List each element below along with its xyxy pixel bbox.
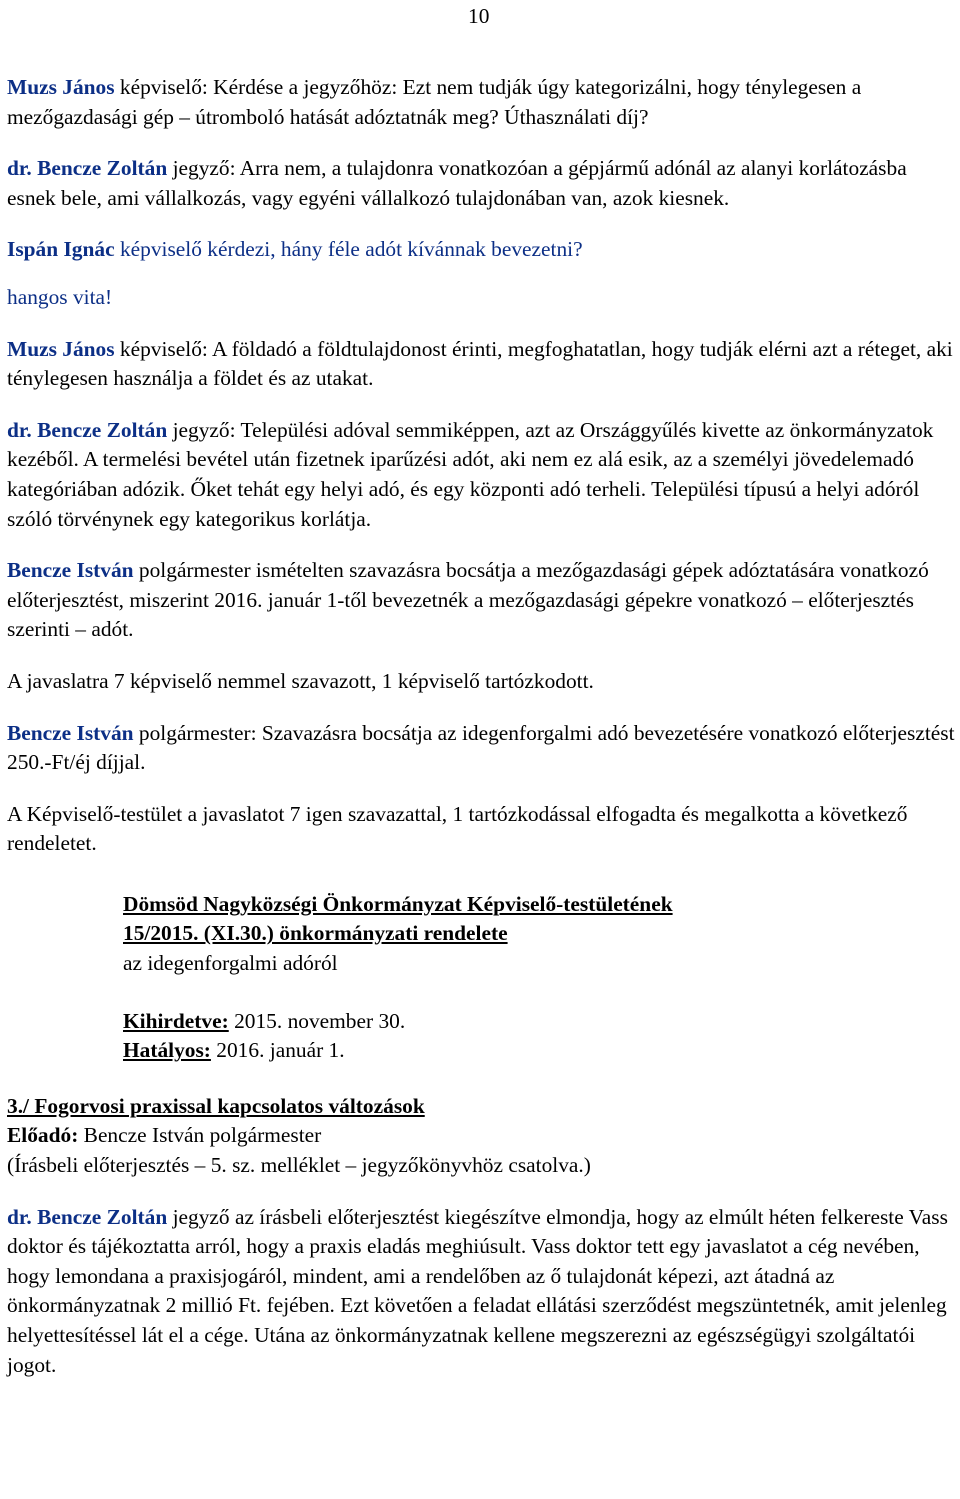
paragraph-bencze-zoltan-reply <box>7 416 959 534</box>
decree-effective <box>123 1036 959 1066</box>
paragraph-text: A Képviselő-testület a javaslatot 7 igen szavazattal, 1 tartózkodással elfogadta és megalkotta a következő rendeletet. <box>7 801 908 856</box>
speaker-name: Bencze István <box>7 558 134 583</box>
paragraph-vote-result <box>7 667 959 697</box>
decree-promulgated <box>123 1007 959 1037</box>
effective-value: 2016. január 1. <box>210 1038 345 1063</box>
page-number: 10 <box>468 4 490 28</box>
section-heading-text: 3./ Fogorvosi praxissal kapcsolatos változások <box>7 1093 425 1118</box>
section-presenter <box>7 1121 959 1151</box>
speaker-name: dr. Bencze Zoltán <box>7 156 168 181</box>
section-note: (Írásbeli előterjesztés – 5. sz. melléklet – jegyzőkönyvhöz csatolva.) <box>7 1153 591 1178</box>
paragraph-text: jegyző az írásbeli előterjesztést kiegészítve elmondja, hogy az elmúlt héten felkereste Vass doktor és tájékoztatta arról, hogy a praxis eladás meghiúsult. Vass doktor tett egy javaslatot a cég nevében, hogy lemondana a praxisjogáról, mindent, ami a rendelőben az ő tulajdonát képezi, azt átadná az önkormányzatnak 2 millió Ft. fejében. Ezt követően a feladat ellátási szerződést megszüntetnék, amit jelenleg helyettesítéssel lát el a cége. Utána az önkormányzatnak kellene megszerezni az egészségügyi szolgáltatói jogot. <box>7 1204 948 1377</box>
speaker-name: Bencze István <box>7 720 134 745</box>
document-body <box>7 73 959 1380</box>
decree-block <box>123 890 959 1066</box>
paragraph-text: képviselő kérdezi, hány féle adót kívánnak bevezetni? <box>114 237 583 262</box>
speaker-name: Muzs János <box>7 75 115 99</box>
paragraph-text: képviselő: Kérdése a jegyzőhöz: Ezt nem tudják úgy kategorizálni, hogy ténylegesen a mezőgazdasági gép – útromboló hatását adóztatnák meg? Úthasználati díj? <box>7 75 862 129</box>
paragraph-hangos-vita <box>7 283 959 313</box>
paragraph-text: polgármester ismételten szavazásra bocsátja a mezőgazdasági gépek adóztatására vonatkozó előterjesztést, miszerint 2016. január 1-től bevezetnék a mezőgazdasági gépekre vonatkozó – előterjesztés szerinti – adót. <box>7 558 929 642</box>
decree-subject: az idegenforgalmi adóról <box>123 951 338 976</box>
paragraph-dental-practice <box>7 1203 959 1381</box>
paragraph-muzs-question <box>7 73 959 132</box>
paragraph-muzs-comment <box>7 335 959 394</box>
speaker-name: dr. Bencze Zoltán <box>7 417 168 442</box>
paragraph-text: képviselő: A földadó a földtulajdonost érinti, megfoghatatlan, hogy tudják elérni azt a réteget, aki ténylegesen használja a földet és az utakat. <box>7 336 953 391</box>
paragraph-text: polgármester: Szavazásra bocsátja az idegenforgalmi adó bevezetésére vonatkozó előterjesztést 250.-Ft/éj díjjal. <box>7 720 955 775</box>
promulgated-value: 2015. november 30. <box>228 1008 406 1033</box>
section-heading <box>7 1092 959 1122</box>
speaker-name: dr. Bencze Zoltán <box>7 1204 168 1229</box>
decree-number: 15/2015. (XI.30.) önkormányzati rendelete <box>123 921 508 946</box>
paragraph-mayor-tourism-tax <box>7 719 959 778</box>
paragraph-mayor-vote-call <box>7 556 959 645</box>
paragraph-decision <box>7 800 959 859</box>
speaker-name: Muzs János <box>7 336 115 361</box>
presenter-value: Bencze István polgármester <box>78 1123 322 1148</box>
promulgated-label: Kihirdetve: <box>123 1008 229 1033</box>
paragraph-bencze-zoltan-answer <box>7 154 959 213</box>
section-3 <box>7 1092 959 1181</box>
paragraph-text: jegyző: Arra nem, a tulajdonra vonatkozóan a gépjármű adónál az alanyi korlátozásba esnek bele, ami vállalkozás, vagy egyéni vállalkozó tulajdonában van, azok kiesnek. <box>7 156 907 210</box>
decree-title: Dömsöd Nagyközségi Önkormányzat Képviselő-testületének <box>123 891 673 916</box>
paragraph-ispan-question <box>7 235 959 265</box>
paragraph-text: jegyző: Települési adóval semmiképpen, azt az Országgyűlés kivette az önkormányzatok kezéből. A termelési bevétel után fizetnek iparűzési adót, aki nem ez alá esik, az a személyi jövedelemadó kategóriában adózik. Őket tehát egy helyi adó, és egy központi adó terheli. Települési típusú a helyi adóról szóló törvénynek egy kategorikus korlátja. <box>7 417 934 531</box>
paragraph-text: hangos vita! <box>7 284 113 309</box>
speaker-name: Ispán Ignác <box>7 237 115 262</box>
paragraph-text: A javaslatra 7 képviselő nemmel szavazott, 1 képviselő tartózkodott. <box>7 668 594 693</box>
presenter-label: Előadó: <box>7 1123 79 1148</box>
effective-label: Hatályos: <box>123 1038 211 1063</box>
